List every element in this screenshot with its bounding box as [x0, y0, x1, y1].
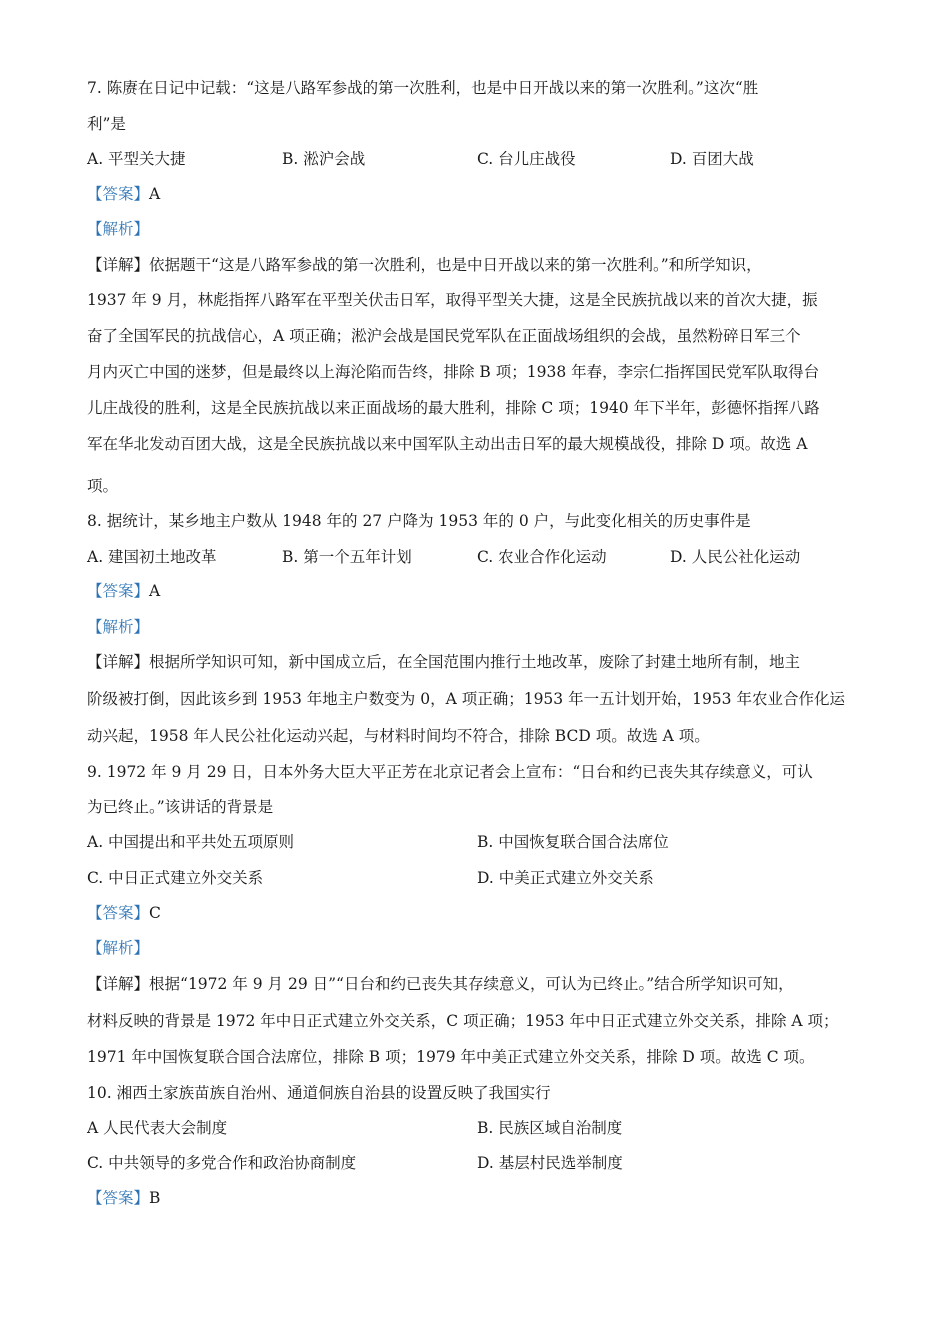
question-10-option-a: A 人民代表大会制度	[87, 1119, 228, 1137]
detail-text: 根据所学知识可知，新中国成立后，在全国范围内推行土地改革，废除了封建土地所有制，地主	[149, 653, 801, 671]
answer-tag: 【答案】	[87, 185, 150, 203]
question-7-detail-line: 儿庄战役的胜利，这是全民族抗战以来正面战场的最大胜利，排除 C 项；1940 年下半年，彭德怀指挥八路	[87, 399, 820, 417]
detail-tag: 【详解】	[87, 653, 150, 671]
question-7-detail-line	[87, 255, 867, 275]
question-7-detail-line: 项。	[87, 477, 119, 495]
question-8-option-a: A. 建国初土地改革	[87, 548, 217, 566]
answer-value: A	[149, 185, 161, 203]
question-8-option-b: B. 第一个五年计划	[282, 548, 412, 566]
answer-value: A	[149, 582, 161, 600]
question-7-analysis	[87, 219, 867, 239]
question-10-answer	[87, 1188, 867, 1208]
question-7-option-b: B. 淞沪会战	[282, 150, 366, 168]
question-8-detail-line: 阶级被打倒，因此该乡到 1953 年地主户数变为 0，A 项正确；1953 年一五计划开始，1953 年农业合作化运	[87, 690, 845, 708]
detail-text: 依据题干“这是八路军参战的第一次胜利，也是中日开战以来的第一次胜利。”和所学知识，	[149, 256, 762, 274]
question-7-option-a: A. 平型关大捷	[87, 150, 186, 168]
question-10-option-c: C. 中共领导的多党合作和政治协商制度	[87, 1154, 357, 1172]
question-8-option-c: C. 农业合作化运动	[477, 548, 607, 566]
question-10-option-b: B. 民族区域自治制度	[477, 1119, 623, 1137]
question-8-analysis	[87, 617, 867, 637]
question-9-option-b: B. 中国恢复联合国合法席位	[477, 833, 669, 851]
question-9-option-d: D. 中美正式建立外交关系	[477, 869, 654, 887]
analysis-tag: 【解析】	[87, 618, 150, 636]
question-9-option-a: A. 中国提出和平共处五项原则	[87, 833, 295, 851]
question-8-detail-line	[87, 652, 867, 672]
analysis-tag: 【解析】	[87, 220, 150, 238]
question-8-detail-line: 动兴起，1958 年人民公社化运动兴起，与材料时间均不符合，排除 BCD 项。故选 A 项。	[87, 727, 710, 745]
question-9-stem: 9. 1972 年 9 月 29 日，日本外务大臣大平正芳在北京记者会上宣布：“日台和约已丧失其存续意义，可认	[87, 763, 813, 781]
question-7-option-d: D. 百团大战	[670, 150, 754, 168]
answer-value: C	[149, 904, 161, 922]
question-7-detail-line: 月内灭亡中国的迷梦，但是最终以上海沦陷而告终，排除 B 项；1938 年春，李宗仁指挥国民党军队取得台	[87, 363, 820, 381]
question-7-detail-line: 军在华北发动百团大战，这是全民族抗战以来中国军队主动出击日军的最大规模战役，排除 D 项。故选 A	[87, 435, 808, 453]
question-7-option-c: C. 台儿庄战役	[477, 150, 576, 168]
question-7-stem-cont: 利”是	[87, 115, 126, 133]
question-9-detail-line: 1971 年中国恢复联合国合法席位，排除 B 项；1979 年中美正式建立外交关系，排除 D 项。故选 C 项。	[87, 1048, 815, 1066]
answer-tag: 【答案】	[87, 1189, 150, 1207]
question-10-stem: 10. 湘西土家族苗族自治州、通道侗族自治县的设置反映了我国实行	[87, 1084, 551, 1102]
question-8-option-d: D. 人民公社化运动	[670, 548, 801, 566]
question-7-detail-line: 奋了全国军民的抗战信心，A 项正确；淞沪会战是国民党军队在正面战场组织的会战，虽然粉碎日军三个	[87, 327, 801, 345]
detail-text: 根据“1972 年 9 月 29 日”“日台和约已丧失其存续意义，可认为已终止。”结合所学知识可知，	[149, 975, 794, 993]
question-7-answer	[87, 184, 867, 204]
answer-tag: 【答案】	[87, 904, 150, 922]
question-9-detail-line	[87, 974, 867, 994]
question-9-detail-line: 材料反映的背景是 1972 年中日正式建立外交关系，C 项正确；1953 年中日正式建立外交关系，排除 A 项；	[87, 1012, 839, 1030]
question-9-stem-cont: 为已终止。”该讲话的背景是	[87, 798, 274, 816]
question-7-detail-line: 1937 年 9 月，林彪指挥八路军在平型关伏击日军，取得平型关大捷，这是全民族抗战以来的首次大捷，振	[87, 291, 818, 309]
question-7-stem: 7. 陈赓在日记中记载：“这是八路军参战的第一次胜利，也是中日开战以来的第一次胜利。”这次“胜	[87, 79, 759, 97]
answer-value: B	[149, 1189, 161, 1207]
question-8-stem: 8. 据统计，某乡地主户数从 1948 年的 27 户降为 1953 年的 0 户，与此变化相关的历史事件是	[87, 512, 751, 530]
question-9-option-c: C. 中日正式建立外交关系	[87, 869, 264, 887]
answer-tag: 【答案】	[87, 582, 150, 600]
detail-tag: 【详解】	[87, 256, 150, 274]
question-8-answer	[87, 581, 867, 601]
question-9-answer	[87, 903, 867, 923]
analysis-tag: 【解析】	[87, 939, 150, 957]
question-10-option-d: D. 基层村民选举制度	[477, 1154, 623, 1172]
question-9-analysis	[87, 938, 867, 958]
detail-tag: 【详解】	[87, 975, 150, 993]
